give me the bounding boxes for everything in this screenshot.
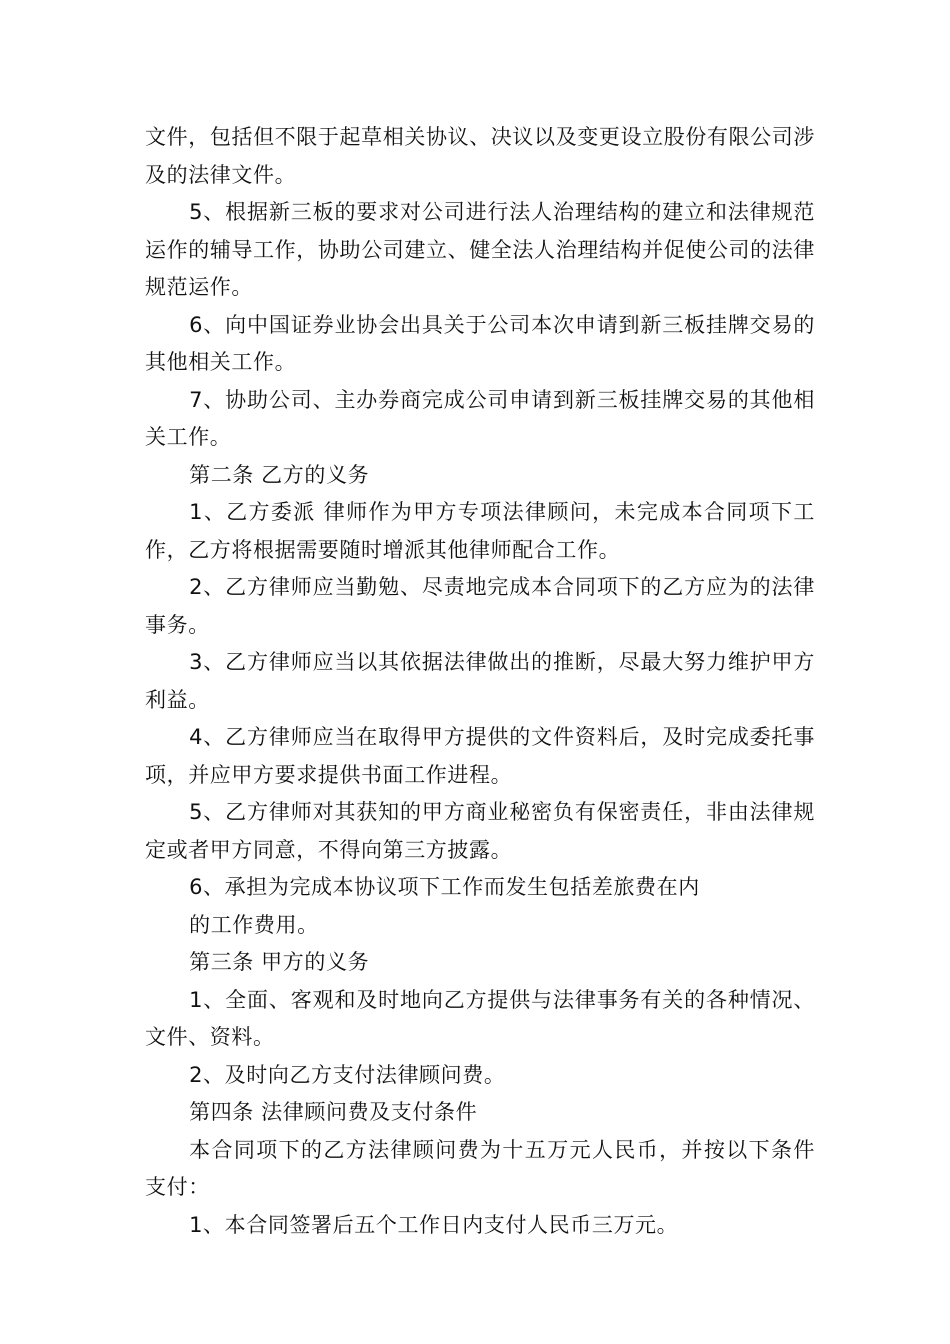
paragraph-continuation: 文件，包括但不限于起草相关协议、决议以及变更设立股份有限公司涉及的法律文件。: [145, 125, 815, 187]
article-3-heading: 第三条 甲方的义务: [189, 950, 370, 974]
clause-item-5-governance: 5、根据新三板的要求对公司进行法人治理结构的建立和法律规范运作的辅导工作，协助公司建立、健全法人治理结构并促使公司的法律规范运作。: [145, 200, 815, 299]
article-4-item-1: 1、本合同签署后五个工作日内支付人民币三万元。: [189, 1212, 679, 1237]
article-4-heading: 第四条 法律顾问费及支付条件: [189, 1100, 478, 1124]
article-4-fee-statement: 本合同项下的乙方法律顾问费为十五万元人民币，并按以下条件支付：: [145, 1137, 815, 1199]
article-2-item-6: 6、承担为完成本协议项下工作而发生包括差旅费在内: [189, 875, 700, 899]
article-2-item-2: 2、乙方律师应当勤勉、尽责地完成本合同项下的乙方应为的法律事务。: [145, 575, 815, 637]
article-2-item-4: 4、乙方律师应当在取得甲方提供的文件资料后，及时完成委托事项，并应甲方要求提供书面工作进程。: [145, 725, 815, 787]
clause-item-6-csa: 6、向中国证券业协会出具关于公司本次申请到新三板挂牌交易的其他相关工作。: [145, 312, 815, 374]
document-body: [145, 119, 815, 1244]
article-3-item-1: 1、全面、客观和及时地向乙方提供与法律事务有关的各种情况、文件、资料。: [145, 987, 815, 1049]
article-3-item-2: 2、及时向乙方支付法律顾问费。: [189, 1062, 506, 1087]
article-2-heading: 第二条 乙方的义务: [189, 462, 370, 487]
article-2-item-1: 1、乙方委派 律师作为甲方专项法律顾问，未完成本合同项下工作，乙方将根据需要随时增派其他律师配合工作。: [145, 500, 815, 562]
article-2-item-6-continued: 的工作费用。: [189, 912, 319, 937]
article-2-item-5: 5、乙方律师对其获知的甲方商业秘密负有保密责任，非由法律规定或者甲方同意，不得向第三方披露。: [145, 800, 815, 862]
article-2-item-3: 3、乙方律师应当以其依据法律做出的推断，尽最大努力维护甲方利益。: [145, 650, 815, 712]
clause-item-7-assist: 7、协助公司、主办券商完成公司申请到新三板挂牌交易的其他相关工作。: [145, 387, 815, 449]
